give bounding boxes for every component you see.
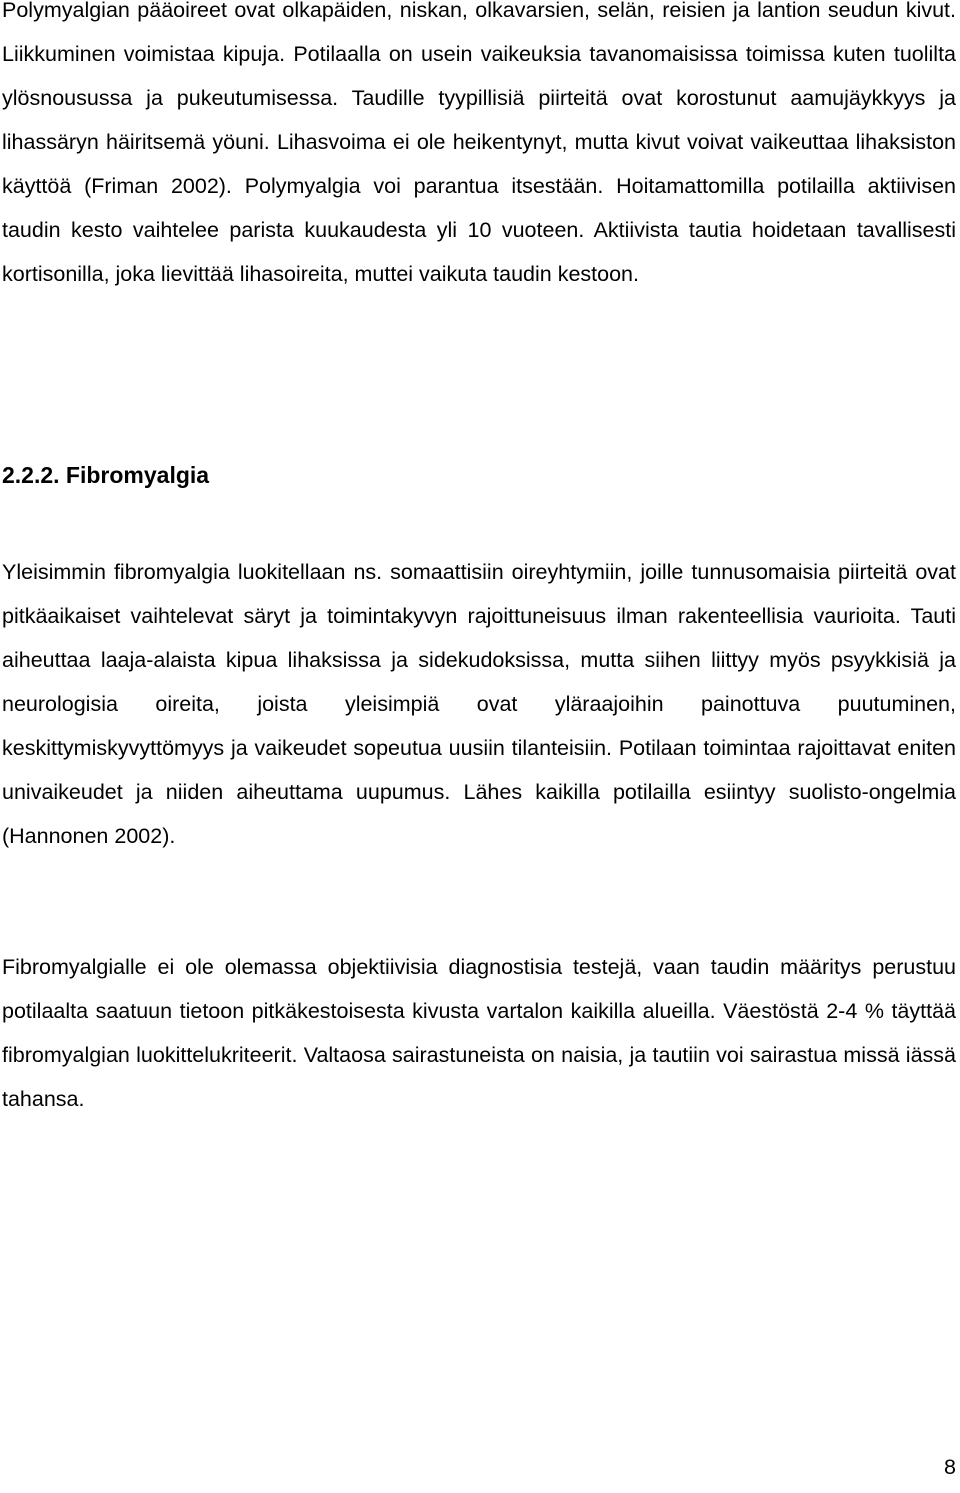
- paragraph-fibromyalgia-diagnosis: Fibromyalgialle ei ole olemassa objektiivisia diagnostisia testejä, vaan taudin määritys perustuu potilaalta saatuun tietoon pitkäkestoisesta kivusta vartalon kaikilla alueilla. Väestöstä 2-4 % täyttää fibromyalgian luokittelukriteerit. Valtaosa sairastuneista on naisia, ja tautiin voi sairastua missä iässä tahansa.: [2, 955, 956, 1111]
- page-number: 8: [944, 1455, 956, 1479]
- paragraph-polymyalgia-symptoms: Polymyalgian pääoireet ovat olkapäiden, niskan, olkavarsien, selän, reisien ja lantion seudun kivut. Liikkuminen voimistaa kipuja. Potilaalla on usein vaikeuksia tavanomaisissa toimissa kuten tuolilta ylösnousussa ja pukeutumisessa. Taudille tyypillisiä piirteitä ovat korostunut aamujäykkyys ja lihassäryn häiritsemä yöuni. Lihasvoima ei ole heikentynyt, mutta kivut voivat vaikeuttaa lihaksiston käyttöä (Friman 2002). Polymyalgia voi parantua itsestään. Hoitamattomilla potilailla aktiivisen taudin kesto vaihtelee parista kuukaudesta yli 10 vuoteen. Aktiivista tautia hoidetaan tavallisesti kortisonilla, joka lievittää lihasoireita, muttei vaikuta taudin kestoon.: [2, 0, 956, 286]
- paragraph-fibromyalgia-classification: Yleisimmin fibromyalgia luokitellaan ns. somaattisiin oireyhtymiin, joille tunnusomaisia piirteitä ovat pitkäaikaiset vaihtelevat säryt ja toimintakyvyn rajoittuneisuus ilman rakenteellisia vaurioita. Tauti aiheuttaa laaja-alaista kipua lihaksissa ja sidekudoksissa, mutta siihen liittyy myös psyykkisiä ja neurologisia oireita, joista yleisimpiä ovat yläraajoihin painottuva puutuminen, keskittymiskyvyttömyys ja vaikeudet sopeutua uusiin tilanteisiin. Potilaan toimintaa rajoittavat eniten univaikeudet ja niiden aiheuttama uupumus. Lähes kaikilla potilailla esiintyy suolisto-ongelmia (Hannonen 2002).: [2, 560, 956, 848]
- section-heading: 2.2.2. Fibromyalgia: [2, 462, 210, 488]
